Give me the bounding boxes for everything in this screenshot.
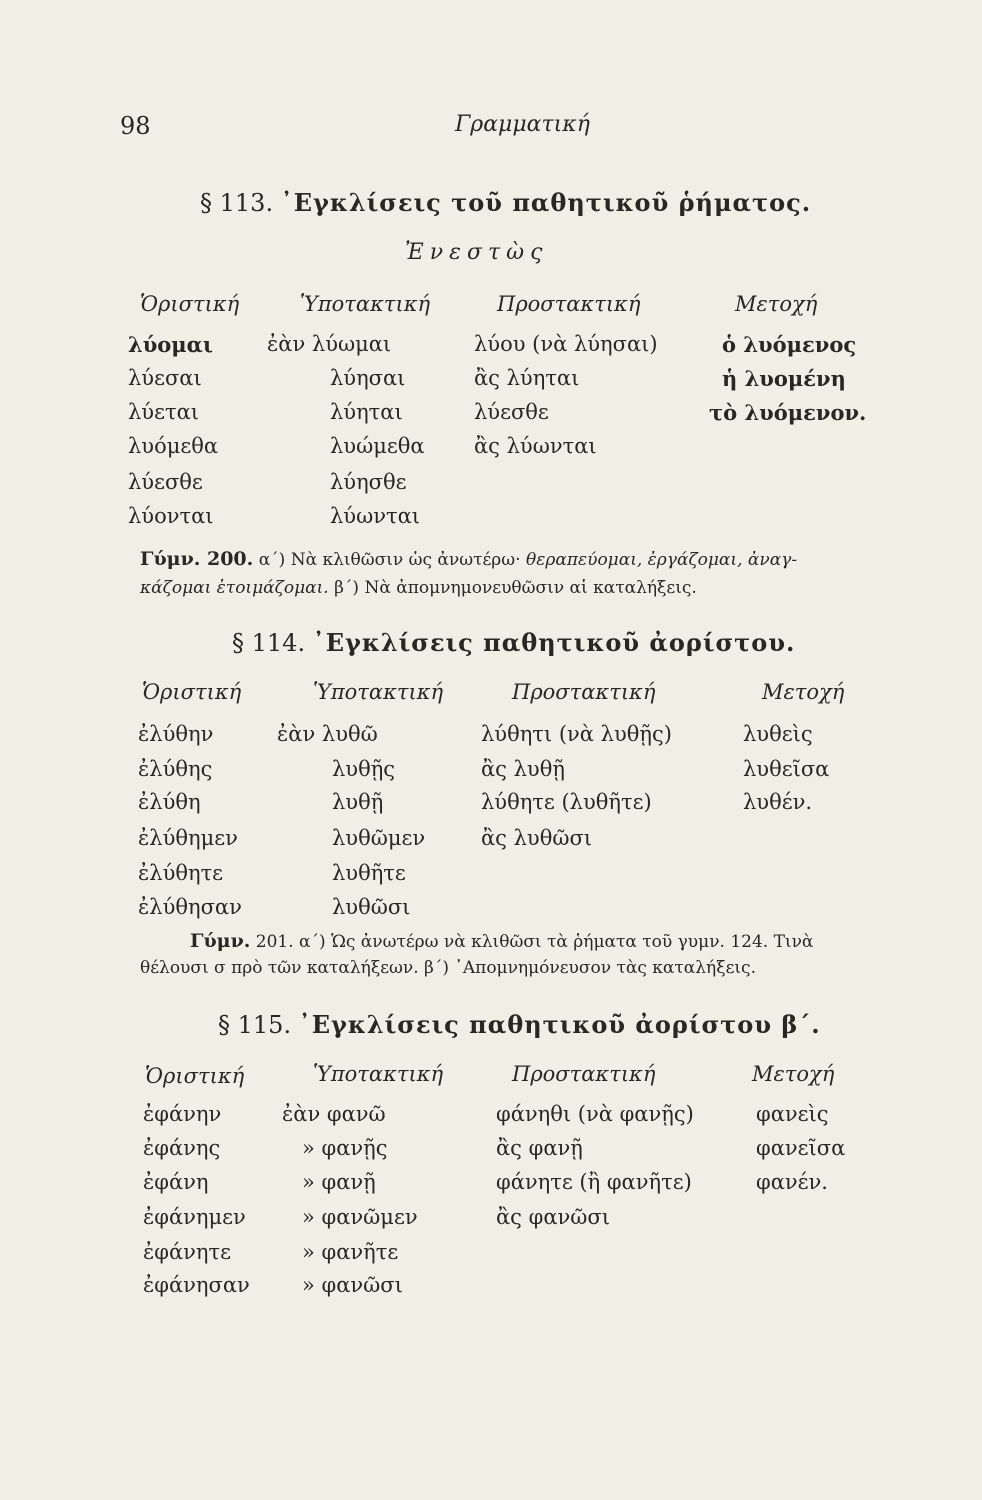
table-cell: ἐλύθημεν bbox=[138, 826, 238, 850]
table-cell: λύεσαι bbox=[128, 366, 202, 390]
table-cell: λύωνται bbox=[330, 504, 420, 528]
table-cell: λυθῆτε bbox=[332, 861, 406, 885]
table-cell: ἐὰν λύωμαι bbox=[267, 332, 392, 356]
table-cell: » φανῆτε bbox=[302, 1240, 399, 1264]
table-cell: ἂς λυθῇ bbox=[481, 757, 565, 781]
table-cell: λύθητι (νὰ λυθῇς) bbox=[481, 722, 672, 746]
page-number: 98 bbox=[120, 112, 151, 140]
table-cell: λύεται bbox=[128, 400, 199, 424]
column-header-indicative: Ὁριστική bbox=[140, 292, 240, 316]
exercise-label: Γύμν. bbox=[190, 930, 251, 952]
table-cell: λύησαι bbox=[330, 366, 406, 390]
table-cell: λυθέν. bbox=[743, 790, 813, 814]
section-number: § 114. bbox=[232, 629, 306, 657]
exercise-label: Γύμν. 200. bbox=[140, 548, 254, 570]
section-title: ᾿Εγκλίσεις παθητικοῦ ἀορίστου. bbox=[312, 628, 796, 657]
table-cell: φάνητε (ἢ φανῆτε) bbox=[496, 1170, 692, 1194]
table-cell: λύεσθε bbox=[128, 470, 203, 494]
table-cell: λυθεῖσα bbox=[743, 757, 830, 781]
table-cell: ἐὰν φανῶ bbox=[282, 1102, 386, 1126]
table-cell: ἐφάνης bbox=[143, 1136, 221, 1160]
table-cell: λυθῇς bbox=[332, 757, 396, 781]
table-cell: ἂς φανῶσι bbox=[496, 1205, 610, 1229]
table-cell: φάνηθι (νὰ φανῇς) bbox=[496, 1102, 694, 1126]
table-cell: τὸ λυόμενον. bbox=[709, 400, 867, 425]
column-header-subjunctive: Ὑποτακτική bbox=[313, 680, 444, 704]
exercise-200 bbox=[140, 548, 797, 570]
column-header-indicative: Ὁριστική bbox=[145, 1064, 245, 1088]
column-header-participle: Μετοχή bbox=[762, 680, 845, 704]
table-cell: ἂς λυθῶσι bbox=[481, 826, 593, 850]
table-cell: ἐλύθη bbox=[138, 790, 201, 814]
column-header-indicative: Ὁριστική bbox=[142, 680, 242, 704]
section-number: § 113. bbox=[200, 189, 274, 217]
exercise-200-continued bbox=[140, 578, 697, 598]
table-cell: ἐφάνην bbox=[143, 1102, 222, 1126]
table-cell: λύου (νὰ λύησαι) bbox=[474, 332, 658, 356]
exercise-text: β΄) Νὰ ἀπομνημονευθῶσιν αἱ καταλήξεις. bbox=[334, 578, 697, 598]
table-cell: ἐλύθης bbox=[138, 757, 213, 781]
exercise-text: θέλουσι σ πρὸ τῶν καταλήξεων. β΄) ᾿Απομνημόνευσον τὰς καταλήξεις. bbox=[140, 958, 756, 978]
table-cell: φανεῖσα bbox=[756, 1136, 846, 1160]
table-cell: ἐλύθητε bbox=[138, 861, 224, 885]
table-cell: φανεὶς bbox=[756, 1102, 829, 1126]
table-cell: ὁ λυόμενος bbox=[722, 332, 857, 357]
page-header bbox=[0, 112, 982, 142]
section-115-heading bbox=[218, 1010, 918, 1039]
table-cell: ἐλύθην bbox=[138, 722, 214, 746]
table-cell: ἡ λυομένη bbox=[722, 366, 846, 391]
table-cell: λύονται bbox=[128, 504, 214, 528]
table-cell: λύεσθε bbox=[474, 400, 549, 424]
table-cell: ἐφάνη bbox=[143, 1170, 209, 1194]
table-cell: ἐλύθησαν bbox=[138, 895, 242, 919]
table-cell: ἂς λύωνται bbox=[474, 434, 597, 458]
section-113-heading bbox=[200, 188, 900, 217]
table-cell: λυθεὶς bbox=[743, 722, 813, 746]
exercise-text: 201. α΄) Ὡς ἀνωτέρω νὰ κλιθῶσι τὰ ῥήματα τοῦ γυμν. 124. Τινὰ bbox=[255, 932, 814, 952]
table-cell: » φανῇς bbox=[302, 1136, 388, 1160]
table-cell: ἂς λύηται bbox=[474, 366, 580, 390]
table-cell: » φανῶμεν bbox=[302, 1205, 418, 1229]
table-cell: ἐφάνητε bbox=[143, 1240, 231, 1264]
table-cell: ἂς φανῇ bbox=[496, 1136, 583, 1160]
exercise-verb-list: κάζομαι ἑτοιμάζομαι. bbox=[140, 578, 329, 598]
table-cell: λύησθε bbox=[330, 470, 407, 494]
table-cell: λυόμεθα bbox=[128, 434, 219, 458]
column-header-imperative: Προστακτική bbox=[497, 292, 641, 316]
section-number: § 115. bbox=[218, 1011, 292, 1039]
column-header-subjunctive: Ὑποτακτική bbox=[300, 292, 431, 316]
table-cell: λύηται bbox=[330, 400, 403, 424]
column-header-participle: Μετοχή bbox=[752, 1062, 835, 1086]
table-cell: λυώμεθα bbox=[330, 434, 425, 458]
section-title: ᾿Εγκλίσεις παθητικοῦ ἀορίστου β΄. bbox=[298, 1010, 821, 1039]
table-cell: λυθῇ bbox=[332, 790, 384, 814]
table-cell: φανέν. bbox=[756, 1170, 828, 1194]
table-cell: ἐφάνημεν bbox=[143, 1205, 246, 1229]
section-114-heading bbox=[232, 628, 872, 657]
table-cell: » φανῶσι bbox=[302, 1273, 403, 1297]
column-header-imperative: Προστακτική bbox=[512, 1062, 656, 1086]
exercise-verb-list: θεραπεύομαι, ἐργάζομαι, ἀναγ- bbox=[525, 550, 798, 570]
tense-subtitle: Ἐνεστὼς bbox=[405, 240, 549, 265]
table-cell: » φανῇ bbox=[302, 1170, 376, 1194]
table-cell: λυθῶμεν bbox=[332, 826, 426, 850]
exercise-201 bbox=[190, 930, 813, 952]
column-header-subjunctive: Ὑποτακτική bbox=[313, 1062, 444, 1086]
running-title: Γραμματική bbox=[455, 112, 590, 137]
table-cell: λύομαι bbox=[128, 332, 213, 357]
column-header-participle: Μετοχή bbox=[735, 292, 818, 316]
table-cell: λύθητε (λυθῆτε) bbox=[481, 790, 652, 814]
section-title: ᾿Εγκλίσεις τοῦ παθητικοῦ ῥήματος. bbox=[280, 188, 812, 217]
table-cell: ἐφάνησαν bbox=[143, 1273, 250, 1297]
exercise-text: α΄) Νὰ κλιθῶσιν ὡς ἀνωτέρω· bbox=[258, 550, 521, 570]
column-header-imperative: Προστακτική bbox=[512, 680, 656, 704]
table-cell: ἐὰν λυθῶ bbox=[277, 722, 378, 746]
exercise-201-continued bbox=[140, 958, 756, 978]
table-cell: λυθῶσι bbox=[332, 895, 411, 919]
